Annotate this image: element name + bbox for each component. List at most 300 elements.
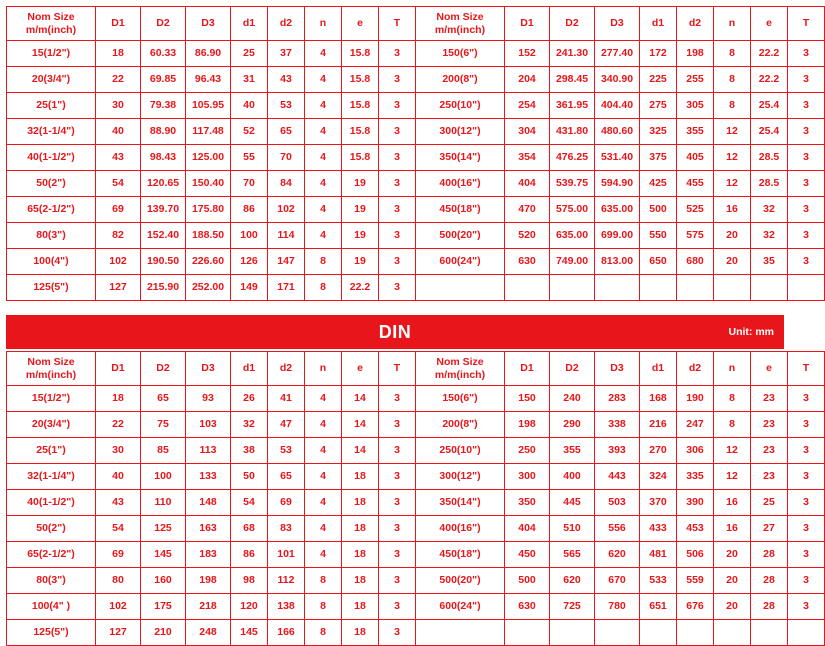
cell-left-e: 18 (342, 568, 379, 594)
cell-left-d2: 139.70 (141, 197, 186, 223)
cell-right-d1-small: 433 (640, 516, 677, 542)
cell-right-e: 28.5 (751, 171, 788, 197)
cell-left-d3: 93 (186, 386, 231, 412)
cell-left-nom-size: 80(3") (7, 568, 96, 594)
header-d3-right: D3 (595, 7, 640, 41)
cell-right-d1: 630 (505, 594, 550, 620)
table-row (7, 67, 825, 93)
header-nom-size-left-line2: m/m(inch) (25, 23, 77, 36)
din-header-t-right: T (788, 352, 825, 386)
cell-right-e: 28.5 (751, 145, 788, 171)
cell-right-d1-small: 275 (640, 93, 677, 119)
cell-left-d2-small: 53 (268, 93, 305, 119)
cell-right-d3: 556 (595, 516, 640, 542)
cell-right-n: 16 (714, 490, 751, 516)
cell-left-n: 4 (305, 197, 342, 223)
cell-right-d1-small: 375 (640, 145, 677, 171)
cell-right-d3: 277.40 (595, 41, 640, 67)
cell-right-n (714, 620, 751, 646)
header-e-right: e (751, 7, 788, 41)
cell-left-d1-small: 70 (231, 171, 268, 197)
cell-right-n: 20 (714, 223, 751, 249)
cell-left-d1: 43 (96, 490, 141, 516)
cell-left-n: 4 (305, 145, 342, 171)
cell-left-d3: 125.00 (186, 145, 231, 171)
cell-left-n: 4 (305, 386, 342, 412)
cell-left-t: 3 (379, 249, 416, 275)
cell-right-d3: 531.40 (595, 145, 640, 171)
cell-right-e: 27 (751, 516, 788, 542)
table-row (7, 620, 825, 646)
cell-right-nom-size: 500(20") (416, 568, 505, 594)
cell-right-t: 3 (788, 412, 825, 438)
cell-left-t: 3 (379, 119, 416, 145)
cell-right-d2: 355 (550, 438, 595, 464)
cell-left-d1: 69 (96, 197, 141, 223)
table-row (7, 223, 825, 249)
header-nom-size-left-line1: Nom Size (27, 11, 75, 24)
cell-left-nom-size: 32(1-1/4") (7, 119, 96, 145)
table-row (7, 412, 825, 438)
table-row (7, 464, 825, 490)
cell-left-t: 3 (379, 145, 416, 171)
table-row (7, 594, 825, 620)
cell-right-nom-size: 150(6") (416, 41, 505, 67)
cell-left-d1-small: 120 (231, 594, 268, 620)
cell-left-e: 18 (342, 516, 379, 542)
cell-right-d2: 476.25 (550, 145, 595, 171)
cell-left-d2: 60.33 (141, 41, 186, 67)
din-header-nom-size-left (7, 352, 96, 386)
cell-right-e: 23 (751, 386, 788, 412)
cell-right-t: 3 (788, 119, 825, 145)
cell-left-e: 15.8 (342, 41, 379, 67)
cell-left-d1-small: 86 (231, 197, 268, 223)
cell-right-nom-size (416, 275, 505, 301)
cell-right-d1: 150 (505, 386, 550, 412)
cell-right-e: 28 (751, 594, 788, 620)
table-row (7, 171, 825, 197)
table-row (7, 249, 825, 275)
cell-right-n: 12 (714, 119, 751, 145)
cell-left-n: 4 (305, 41, 342, 67)
cell-left-d2-small: 147 (268, 249, 305, 275)
cell-left-d2-small: 70 (268, 145, 305, 171)
cell-left-nom-size: 32(1-1/4") (7, 464, 96, 490)
cell-left-d1-small: 26 (231, 386, 268, 412)
cell-right-d1-small: 425 (640, 171, 677, 197)
cell-right-d3: 404.40 (595, 93, 640, 119)
cell-left-d2-small: 102 (268, 197, 305, 223)
cell-right-d1: 250 (505, 438, 550, 464)
table-din-header (7, 352, 825, 386)
cell-left-nom-size: 25(1") (7, 93, 96, 119)
cell-right-d3: 443 (595, 464, 640, 490)
cell-right-d2-small: 355 (677, 119, 714, 145)
header-d3-left: D3 (186, 7, 231, 41)
cell-left-t: 3 (379, 542, 416, 568)
cell-left-e: 15.8 (342, 67, 379, 93)
cell-right-nom-size: 450(18") (416, 542, 505, 568)
cell-left-d1-small: 32 (231, 412, 268, 438)
cell-left-t: 3 (379, 516, 416, 542)
cell-right-d2: 749.00 (550, 249, 595, 275)
cell-left-d2: 210 (141, 620, 186, 646)
cell-left-nom-size: 40(1-1/2") (7, 145, 96, 171)
cell-right-e: 23 (751, 438, 788, 464)
cell-left-nom-size: 80(3") (7, 223, 96, 249)
cell-left-d1-small: 25 (231, 41, 268, 67)
cell-right-d1: 630 (505, 249, 550, 275)
din-header-t-left: T (379, 352, 416, 386)
cell-left-d1: 102 (96, 594, 141, 620)
cell-left-d1: 22 (96, 67, 141, 93)
header-d1small-right: d1 (640, 7, 677, 41)
cell-left-nom-size: 125(5") (7, 620, 96, 646)
cell-left-d2-small: 47 (268, 412, 305, 438)
din-header-d1small-right: d1 (640, 352, 677, 386)
table-top-header (7, 7, 825, 41)
cell-left-d3: 163 (186, 516, 231, 542)
table-row (7, 93, 825, 119)
cell-left-d2-small: 112 (268, 568, 305, 594)
table-row (7, 275, 825, 301)
cell-left-d3: 252.00 (186, 275, 231, 301)
cell-right-d1-small: 533 (640, 568, 677, 594)
cell-right-nom-size (416, 620, 505, 646)
cell-left-d2: 88.90 (141, 119, 186, 145)
cell-left-d1: 30 (96, 93, 141, 119)
cell-right-t: 3 (788, 464, 825, 490)
cell-right-d2-small: 575 (677, 223, 714, 249)
cell-right-d2-small: 676 (677, 594, 714, 620)
cell-left-d1-small: 55 (231, 145, 268, 171)
header-d1-left: D1 (96, 7, 141, 41)
table-row (7, 7, 825, 41)
cell-right-n: 16 (714, 516, 751, 542)
cell-left-t: 3 (379, 93, 416, 119)
cell-right-d3: 594.90 (595, 171, 640, 197)
cell-right-n: 8 (714, 386, 751, 412)
din-header-nom-size-left-line2: m/m(inch) (25, 368, 77, 381)
cell-right-d1: 198 (505, 412, 550, 438)
cell-right-d2-small: 525 (677, 197, 714, 223)
cell-right-n: 20 (714, 249, 751, 275)
cell-left-e: 14 (342, 386, 379, 412)
cell-left-d2: 69.85 (141, 67, 186, 93)
cell-right-d1: 500 (505, 568, 550, 594)
cell-right-d3 (595, 275, 640, 301)
header-nom-size-right-line2: m/m(inch) (434, 23, 486, 36)
cell-left-t: 3 (379, 275, 416, 301)
cell-left-d3: 113 (186, 438, 231, 464)
cell-right-d1: 204 (505, 67, 550, 93)
cell-left-d2-small: 65 (268, 464, 305, 490)
cell-right-d1: 520 (505, 223, 550, 249)
cell-right-d3: 393 (595, 438, 640, 464)
cell-right-d2-small: 198 (677, 41, 714, 67)
cell-right-d1-small: 270 (640, 438, 677, 464)
table-top-body (7, 41, 825, 301)
table-row (7, 568, 825, 594)
cell-left-n: 8 (305, 620, 342, 646)
cell-right-d2: 431.80 (550, 119, 595, 145)
cell-left-d1: 40 (96, 119, 141, 145)
header-nom-size-left (7, 7, 96, 41)
cell-left-e: 15.8 (342, 93, 379, 119)
cell-right-d2-small (677, 275, 714, 301)
cell-right-d3: 635.00 (595, 197, 640, 223)
cell-right-d3: 283 (595, 386, 640, 412)
cell-right-n (714, 275, 751, 301)
cell-left-d2-small: 41 (268, 386, 305, 412)
cell-left-nom-size: 100(4") (7, 249, 96, 275)
table-row (7, 516, 825, 542)
cell-right-n: 8 (714, 93, 751, 119)
header-t-right: T (788, 7, 825, 41)
cell-left-n: 4 (305, 542, 342, 568)
cell-left-d1: 82 (96, 223, 141, 249)
cell-right-e: 25 (751, 490, 788, 516)
cell-right-e: 23 (751, 412, 788, 438)
cell-left-d2: 100 (141, 464, 186, 490)
cell-left-d1-small: 100 (231, 223, 268, 249)
cell-left-d3: 218 (186, 594, 231, 620)
cell-right-t: 3 (788, 490, 825, 516)
cell-right-d3: 480.60 (595, 119, 640, 145)
din-header-d2small-left: d2 (268, 352, 305, 386)
cell-left-d1: 18 (96, 41, 141, 67)
cell-right-d3: 620 (595, 542, 640, 568)
table-top (6, 6, 825, 301)
cell-right-nom-size: 600(24") (416, 594, 505, 620)
cell-left-n: 4 (305, 67, 342, 93)
table-row (7, 490, 825, 516)
cell-left-n: 8 (305, 275, 342, 301)
cell-left-n: 4 (305, 93, 342, 119)
cell-right-d1-small: 225 (640, 67, 677, 93)
cell-left-d2: 110 (141, 490, 186, 516)
cell-right-d1-small: 550 (640, 223, 677, 249)
cell-left-n: 4 (305, 412, 342, 438)
cell-right-e: 25.4 (751, 93, 788, 119)
din-header-e-right: e (751, 352, 788, 386)
cell-right-d2-small: 390 (677, 490, 714, 516)
din-header-nom-size-left-line1: Nom Size (27, 356, 75, 369)
cell-left-d2-small: 43 (268, 67, 305, 93)
cell-left-e: 22.2 (342, 275, 379, 301)
cell-left-t: 3 (379, 67, 416, 93)
cell-left-d2: 75 (141, 412, 186, 438)
cell-left-t: 3 (379, 594, 416, 620)
cell-left-d1-small: 31 (231, 67, 268, 93)
cell-right-d3: 813.00 (595, 249, 640, 275)
cell-right-n: 12 (714, 464, 751, 490)
cell-left-d1: 18 (96, 386, 141, 412)
cell-right-e: 28 (751, 568, 788, 594)
din-header-d3-left: D3 (186, 352, 231, 386)
cell-left-d3: 248 (186, 620, 231, 646)
cell-left-d1-small: 54 (231, 490, 268, 516)
cell-left-d3: 188.50 (186, 223, 231, 249)
din-table-wrapper (6, 351, 810, 646)
cell-left-d1-small: 50 (231, 464, 268, 490)
cell-left-d2-small: 37 (268, 41, 305, 67)
din-header-d1-left: D1 (96, 352, 141, 386)
cell-right-d1-small: 172 (640, 41, 677, 67)
cell-right-nom-size: 300(12") (416, 119, 505, 145)
cell-right-n: 16 (714, 197, 751, 223)
table-row (7, 197, 825, 223)
cell-right-d2-small: 506 (677, 542, 714, 568)
din-header-nom-size-right-line1: Nom Size (436, 356, 484, 369)
cell-left-d2: 125 (141, 516, 186, 542)
cell-right-d3: 670 (595, 568, 640, 594)
cell-left-nom-size: 20(3/4") (7, 412, 96, 438)
cell-left-t: 3 (379, 41, 416, 67)
cell-right-e (751, 620, 788, 646)
cell-left-nom-size: 20(3/4") (7, 67, 96, 93)
cell-right-d1-small: 651 (640, 594, 677, 620)
cell-left-d3: 103 (186, 412, 231, 438)
cell-right-nom-size: 250(10") (416, 438, 505, 464)
cell-right-d1-small: 481 (640, 542, 677, 568)
cell-left-n: 8 (305, 594, 342, 620)
cell-right-d2: 635.00 (550, 223, 595, 249)
cell-left-d3: 133 (186, 464, 231, 490)
cell-right-d1: 354 (505, 145, 550, 171)
cell-left-d3: 148 (186, 490, 231, 516)
cell-right-e: 23 (751, 464, 788, 490)
cell-left-n: 8 (305, 249, 342, 275)
cell-right-t: 3 (788, 223, 825, 249)
cell-left-d1: 127 (96, 275, 141, 301)
cell-left-t: 3 (379, 386, 416, 412)
cell-left-e: 18 (342, 594, 379, 620)
cell-right-d2 (550, 275, 595, 301)
cell-right-d2: 620 (550, 568, 595, 594)
cell-right-t: 3 (788, 386, 825, 412)
cell-right-nom-size: 350(14") (416, 145, 505, 171)
cell-right-t: 3 (788, 594, 825, 620)
cell-left-d2-small: 84 (268, 171, 305, 197)
header-d2small-right: d2 (677, 7, 714, 41)
cell-left-d1: 80 (96, 568, 141, 594)
cell-left-d2-small: 53 (268, 438, 305, 464)
cell-left-d1-small: 98 (231, 568, 268, 594)
cell-right-d2: 565 (550, 542, 595, 568)
cell-left-d3: 86.90 (186, 41, 231, 67)
cell-right-d1 (505, 275, 550, 301)
cell-right-e: 28 (751, 542, 788, 568)
cell-left-d2: 190.50 (141, 249, 186, 275)
cell-right-nom-size: 600(24") (416, 249, 505, 275)
din-header-d1small-left: d1 (231, 352, 268, 386)
cell-right-t: 3 (788, 249, 825, 275)
header-d1-right: D1 (505, 7, 550, 41)
cell-right-nom-size: 400(16") (416, 516, 505, 542)
cell-right-t (788, 275, 825, 301)
cell-left-nom-size: 65(2-1/2") (7, 542, 96, 568)
cell-left-d3: 226.60 (186, 249, 231, 275)
cell-left-d3: 183 (186, 542, 231, 568)
cell-right-d1-small: 370 (640, 490, 677, 516)
cell-left-nom-size: 50(2") (7, 171, 96, 197)
cell-right-d2-small: 559 (677, 568, 714, 594)
cell-left-n: 4 (305, 490, 342, 516)
din-header-d2-left: D2 (141, 352, 186, 386)
cell-right-d2: 290 (550, 412, 595, 438)
cell-right-d2: 575.00 (550, 197, 595, 223)
table-row (7, 145, 825, 171)
cell-right-d1: 254 (505, 93, 550, 119)
cell-right-d2: 298.45 (550, 67, 595, 93)
header-n-right: n (714, 7, 751, 41)
cell-right-d2-small: 335 (677, 464, 714, 490)
cell-left-d3: 117.48 (186, 119, 231, 145)
cell-left-d3: 96.43 (186, 67, 231, 93)
cell-right-d2: 400 (550, 464, 595, 490)
table-row (7, 386, 825, 412)
cell-left-d1: 22 (96, 412, 141, 438)
cell-right-t: 3 (788, 93, 825, 119)
cell-right-e: 22.2 (751, 41, 788, 67)
cell-right-e: 35 (751, 249, 788, 275)
cell-left-t: 3 (379, 171, 416, 197)
cell-right-nom-size: 300(12") (416, 464, 505, 490)
cell-left-nom-size: 15(1/2") (7, 41, 96, 67)
cell-left-t: 3 (379, 568, 416, 594)
cell-left-d3: 175.80 (186, 197, 231, 223)
cell-right-d3: 338 (595, 412, 640, 438)
header-d1small-left: d1 (231, 7, 268, 41)
header-nom-size-right (416, 7, 505, 41)
cell-right-e (751, 275, 788, 301)
cell-left-d1: 102 (96, 249, 141, 275)
cell-left-t: 3 (379, 197, 416, 223)
cell-right-nom-size: 400(16") (416, 171, 505, 197)
cell-right-d2: 361.95 (550, 93, 595, 119)
cell-right-nom-size: 250(10") (416, 93, 505, 119)
cell-left-d1: 43 (96, 145, 141, 171)
cell-left-d2: 152.40 (141, 223, 186, 249)
cell-left-d2: 175 (141, 594, 186, 620)
cell-right-d2: 240 (550, 386, 595, 412)
cell-right-n: 12 (714, 145, 751, 171)
cell-left-e: 19 (342, 223, 379, 249)
cell-right-d2-small: 247 (677, 412, 714, 438)
cell-left-d2-small: 101 (268, 542, 305, 568)
cell-right-e: 32 (751, 197, 788, 223)
cell-right-d2: 725 (550, 594, 595, 620)
cell-right-e: 32 (751, 223, 788, 249)
cell-right-n: 12 (714, 438, 751, 464)
cell-right-t: 3 (788, 542, 825, 568)
cell-left-nom-size: 100(4" ) (7, 594, 96, 620)
cell-left-d3: 105.95 (186, 93, 231, 119)
cell-right-t (788, 620, 825, 646)
cell-left-d1-small: 86 (231, 542, 268, 568)
cell-left-n: 4 (305, 438, 342, 464)
cell-right-t: 3 (788, 197, 825, 223)
cell-left-d3: 150.40 (186, 171, 231, 197)
cell-left-n: 4 (305, 171, 342, 197)
din-header-d2-right: D2 (550, 352, 595, 386)
header-d2-left: D2 (141, 7, 186, 41)
cell-left-d2-small: 69 (268, 490, 305, 516)
cell-right-d1-small: 216 (640, 412, 677, 438)
cell-left-e: 18 (342, 542, 379, 568)
